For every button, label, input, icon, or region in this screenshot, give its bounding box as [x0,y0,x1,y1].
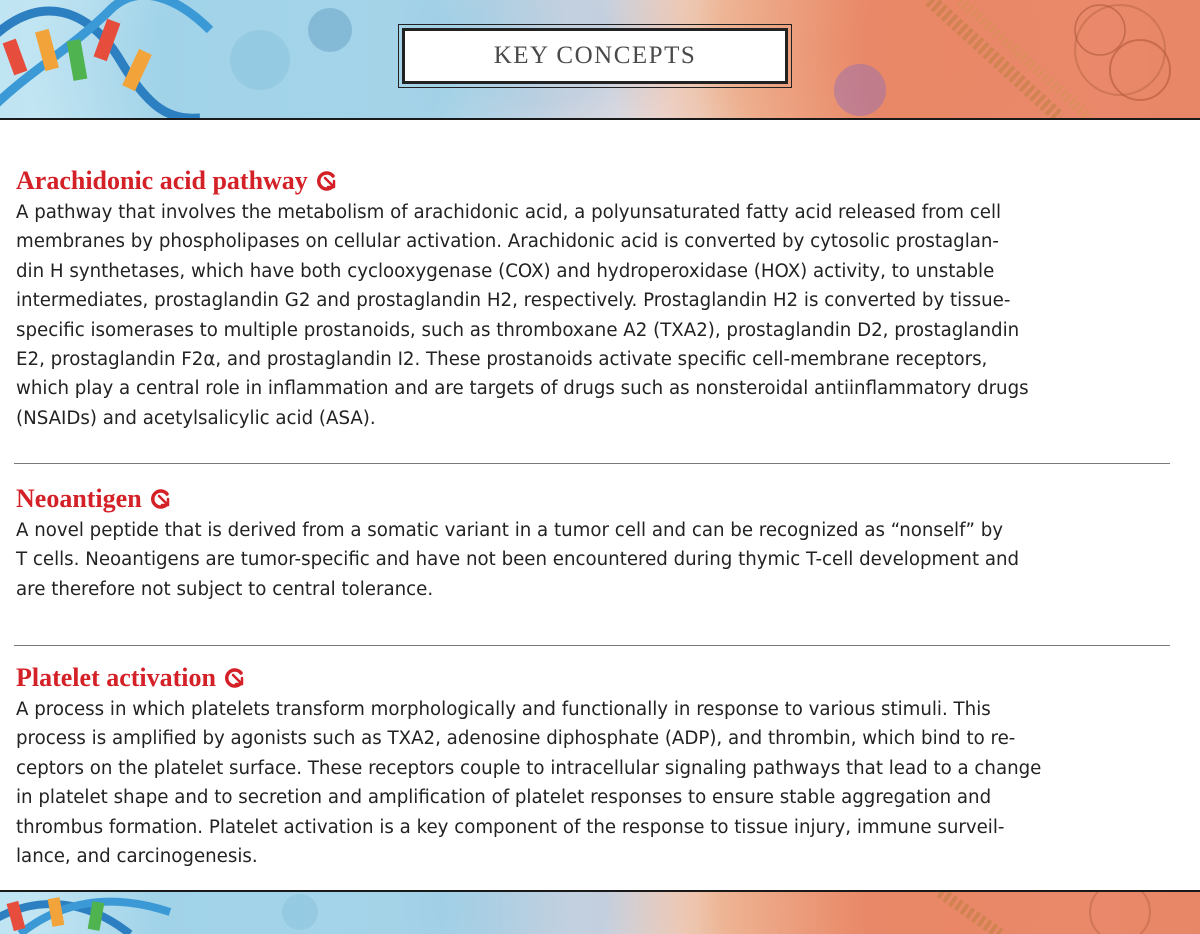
concept-term-label[interactable]: Arachidonic acid pathway [16,166,308,195]
definition-line: A pathway that involves the metabolism of arachidonic acid, a polyunsaturated fatty acid released from cell [16,202,1002,223]
key-concepts-title-box [402,28,788,84]
page-title: KEY CONCEPTS [493,42,697,69]
definition-line: T cells. Neoantigens are tumor-specific and have not been encountered during thymic T-cell development and [16,549,1020,571]
definition-line: E2, prostaglandin F2α, and prostaglandin I2. These prostanoids activate specific cell-membrane receptors, [16,349,988,371]
concept-entry-platelet-activation [16,663,1186,871]
definition-line: lance, and carcinogenesis. [16,846,258,868]
definition-line: (NSAIDs) and acetylsalicylic acid (ASA). [16,407,376,429]
definition-line: which play a central role in inflammation and are targets of drugs such as nonsteroidal antiinflammatory drugs [16,378,1029,400]
dna-helix-illustration [0,892,1200,934]
concept-definition [16,516,1186,604]
section-divider [14,645,1170,646]
header-banner [0,0,1200,120]
concept-entry-arachidonic-acid [16,166,1186,433]
definition-line: thrombus formation. Platelet activation is a key component of the response to tissue injury, immune surveil- [16,816,1005,838]
definition-line: intermediates, prostaglandin G2 and prostaglandin H2, respectively. Prostaglandin H2 is converted by tissue- [16,290,1011,312]
cursor-link-icon[interactable] [224,667,246,689]
concept-term-label[interactable]: Platelet activation [16,663,216,692]
concept-entry-neoantigen [16,484,1186,604]
definition-line: in platelet shape and to secretion and amplification of platelet responses to ensure stable aggregation and [16,787,992,809]
definition-line: ceptors on the platelet surface. These receptors couple to intracellular signaling pathways that lead to a change [16,757,1042,779]
definition-line: A novel peptide that is derived from a somatic variant in a tumor cell and can be recognized as “nonself” by [16,520,1004,541]
definition-line: are therefore not subject to central tolerance. [16,578,434,600]
concept-term [16,663,1186,693]
definition-line: A process in which platelets transform morphologically and functionally in response to various stimuli. This [16,699,991,720]
footer-banner [0,890,1200,934]
section-divider [14,463,1170,464]
concept-definition [16,198,1186,433]
concept-term [16,166,1186,196]
cursor-link-icon[interactable] [316,170,338,192]
concept-term-label[interactable]: Neoantigen [16,484,142,513]
definition-line: din H synthetases, which have both cyclooxygenase (COX) and hydroperoxidase (HOX) activity, to unstable [16,260,995,282]
concept-definition [16,695,1186,871]
definition-line: process is amplified by agonists such as TXA2, adenosine diphosphate (ADP), and thrombin, which bind to re- [16,728,1016,750]
definition-line: membranes by phospholipases on cellular activation. Arachidonic acid is converted by cytosolic prostaglan- [16,231,999,253]
cursor-link-icon[interactable] [150,488,172,510]
concept-term [16,484,1186,514]
definition-line: specific isomerases to multiple prostanoids, such as thromboxane A2 (TXA2), prostaglandin D2, prostaglandin [16,319,1020,341]
